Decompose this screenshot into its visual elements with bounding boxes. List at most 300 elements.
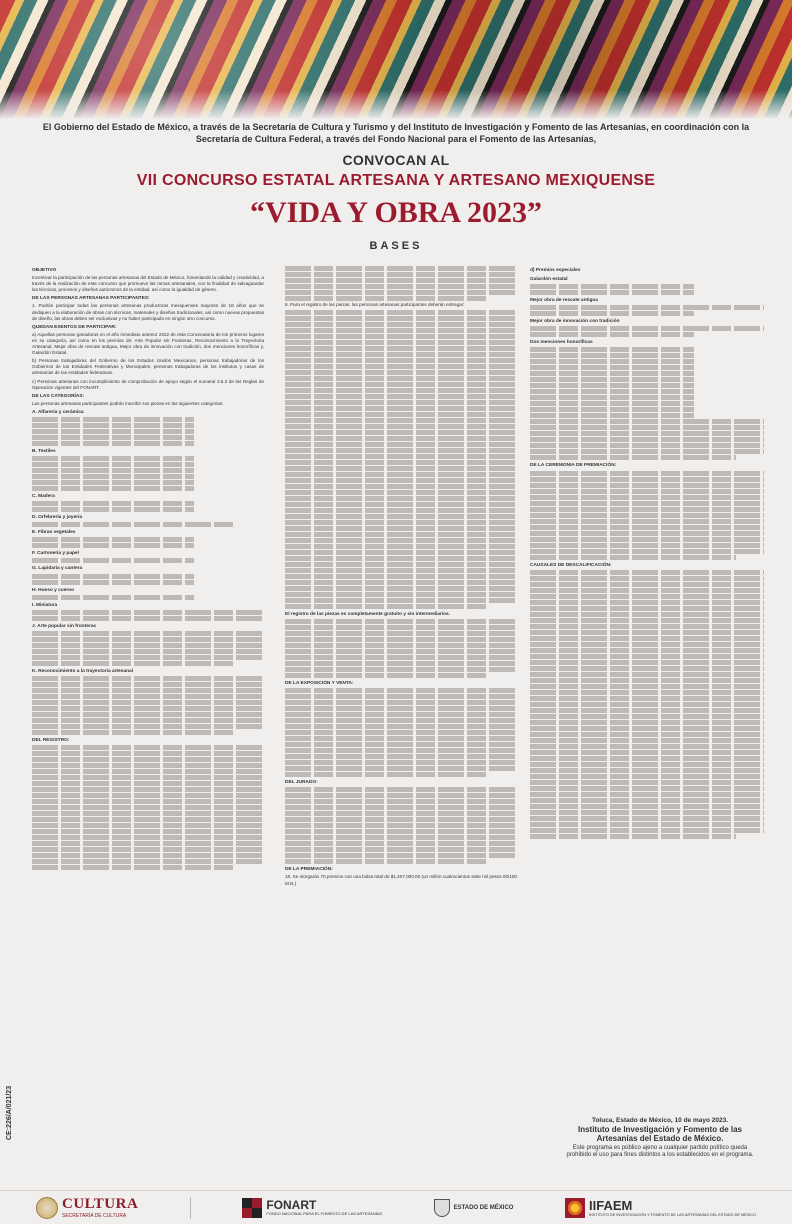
text-line xyxy=(530,371,694,376)
text-line xyxy=(285,580,517,585)
text-line xyxy=(32,468,194,473)
section-heading: CAUSALES DE DESCALIFICACIÓN: xyxy=(530,562,612,568)
text-line xyxy=(530,549,764,554)
text-line xyxy=(285,667,517,672)
text-line xyxy=(530,702,764,707)
section-heading: DEL REGISTRO: xyxy=(32,737,70,743)
text-line xyxy=(285,604,489,609)
text-line xyxy=(285,598,517,603)
text-line xyxy=(32,480,194,485)
divider xyxy=(190,1197,191,1219)
text-line xyxy=(530,708,764,713)
column-1 xyxy=(32,265,264,1175)
text-line xyxy=(32,435,194,440)
text-line xyxy=(285,556,517,561)
bases-heading: BASES xyxy=(369,240,423,252)
text-line xyxy=(32,616,264,621)
category-heading: H. Hueso y cuerno xyxy=(32,587,75,593)
text-line xyxy=(32,595,194,600)
text-line xyxy=(32,655,264,660)
text-line xyxy=(530,531,764,536)
iifaem-logo xyxy=(565,1198,756,1218)
text-line xyxy=(530,576,764,581)
text-line xyxy=(530,756,764,761)
text-line xyxy=(32,865,236,870)
footer-logos xyxy=(0,1190,792,1224)
text-line xyxy=(32,507,194,512)
document-code: CE:226/A/021/23 xyxy=(6,1085,13,1140)
text-line xyxy=(32,835,264,840)
text-line xyxy=(32,474,194,479)
section-heading: DE LAS CATEGORÍAS: xyxy=(32,393,85,399)
text-line xyxy=(32,558,194,563)
paragraph: a) Aquellas personas ganadoras en el año inmediato anterior 2022 de esta Convocatoria de los primeros lugares en su categoría, así como en los premios de: Arte Popular sin Fronteras, Reconocimiento a la Trayectoria Artesanal, Mejor obra de rescate antigua, Mejor obra de innovación con tradición, dos menciones honoríficas y, Galardón Estatal. xyxy=(32,331,264,356)
text-line xyxy=(285,352,517,357)
text-line xyxy=(530,477,764,482)
text-line xyxy=(32,631,264,636)
text-line xyxy=(285,316,517,321)
text-line xyxy=(530,792,764,797)
section-heading: OBJETIVO xyxy=(32,268,57,273)
text-line xyxy=(32,745,264,750)
text-line xyxy=(285,730,517,735)
text-line xyxy=(530,738,764,743)
prize-heading: Dos menciones honoríficas xyxy=(530,340,593,346)
text-line xyxy=(285,787,517,792)
text-line xyxy=(32,724,264,729)
text-line xyxy=(285,811,517,816)
text-line xyxy=(285,829,517,834)
iifaem-mark-icon xyxy=(565,1198,585,1218)
text-line xyxy=(285,412,517,417)
text-line xyxy=(530,696,764,701)
text-line xyxy=(285,637,517,642)
text-line xyxy=(530,690,764,695)
text-line xyxy=(530,822,764,827)
text-line xyxy=(530,455,736,460)
text-line xyxy=(285,290,517,295)
prize-heading: Mejor obra de rescate antigua xyxy=(530,298,598,304)
page-title: “VIDA Y OBRA 2023” xyxy=(250,196,542,229)
text-line xyxy=(32,649,264,654)
text-line xyxy=(285,694,517,699)
convocan-heading: CONVOCAN AL xyxy=(342,152,450,168)
text-line xyxy=(530,660,764,665)
text-line xyxy=(285,712,517,717)
text-line xyxy=(285,625,517,630)
text-line xyxy=(32,769,264,774)
text-line xyxy=(285,823,517,828)
cultura-logo xyxy=(36,1196,138,1219)
concurso-heading: VII CONCURSO ESTATAL ARTESANA Y ARTESANO MEXIQUENSE xyxy=(136,172,656,189)
text-line xyxy=(285,649,517,654)
text-line xyxy=(285,448,517,453)
text-line xyxy=(530,600,764,605)
signature-block xyxy=(560,1117,760,1159)
text-line xyxy=(530,311,694,316)
text-line xyxy=(530,834,736,839)
text-line xyxy=(530,642,764,647)
text-line xyxy=(32,811,264,816)
text-line xyxy=(285,284,517,289)
text-line xyxy=(32,805,264,810)
text-line xyxy=(285,526,517,531)
fonart-subtitle: FONDO NACIONAL PARA EL FOMENTO DE LAS ARTESANÍAS xyxy=(266,1211,383,1217)
section-heading: DE LA PREMIACIÓN: xyxy=(285,867,333,873)
text-line xyxy=(32,799,264,804)
text-line xyxy=(285,502,517,507)
text-line xyxy=(32,757,264,762)
text-line xyxy=(285,376,517,381)
text-line xyxy=(285,388,517,393)
text-line xyxy=(530,780,764,785)
text-line xyxy=(32,486,194,491)
text-line xyxy=(530,654,764,659)
text-line xyxy=(285,272,517,277)
text-line xyxy=(285,400,517,405)
text-line xyxy=(285,655,517,660)
text-line xyxy=(530,413,694,418)
text-line xyxy=(32,763,264,768)
section-heading: DEL JURADO: xyxy=(285,780,318,786)
text-line xyxy=(285,472,517,477)
text-line xyxy=(285,382,517,387)
text-line xyxy=(32,462,194,467)
text-line xyxy=(285,760,517,765)
text-line xyxy=(32,751,264,756)
text-line xyxy=(285,643,517,648)
text-line xyxy=(285,754,517,759)
text-line xyxy=(32,543,194,548)
text-line xyxy=(530,437,764,442)
text-line xyxy=(285,742,517,747)
text-line xyxy=(530,395,694,400)
text-line xyxy=(530,377,694,382)
text-line xyxy=(285,418,517,423)
text-line xyxy=(285,586,517,591)
category-heading: B. Textiles xyxy=(32,448,56,454)
text-line xyxy=(530,594,764,599)
text-line xyxy=(285,736,517,741)
text-line xyxy=(32,793,264,798)
text-line xyxy=(285,514,517,519)
text-line xyxy=(530,570,764,575)
text-line xyxy=(32,537,194,542)
text-line xyxy=(530,798,764,803)
paragraph: c) Personas artesanas con incumplimiento de comprobación de apoyo según el numeral 3.5.3 de las Reglas de Operación vigentes del FONART. xyxy=(32,378,264,390)
text-line xyxy=(32,730,236,735)
text-line xyxy=(530,501,764,506)
text-line xyxy=(32,787,264,792)
text-line xyxy=(530,678,764,683)
text-line xyxy=(285,853,517,858)
text-line xyxy=(32,817,264,822)
text-line xyxy=(285,538,517,543)
text-line xyxy=(285,490,517,495)
text-line xyxy=(285,631,517,636)
signature-place-date: Toluca, Estado de México, 10 de mayo 2023. xyxy=(591,1117,729,1124)
text-line xyxy=(32,643,264,648)
banner-fade xyxy=(0,90,792,120)
text-line xyxy=(285,700,517,705)
text-line xyxy=(530,513,764,518)
text-line xyxy=(530,816,764,821)
text-line xyxy=(285,661,517,666)
text-line xyxy=(32,417,194,422)
cultura-subtitle: SECRETARÍA DE CULTURA xyxy=(62,1213,127,1219)
text-line xyxy=(530,495,764,500)
section-heading: QUEDAN EXENTOS DE PARTICIPAR: xyxy=(32,324,117,330)
category-heading: D. Orfebrería y joyería xyxy=(32,515,83,521)
text-line xyxy=(530,714,764,719)
paragraph: 18. Se otorgarán 70 premios con una bolsa total de $1,407,000.00 (un millón cuatrocientos siete mil pesos 00/100 M.N.) xyxy=(285,874,517,886)
fonart-logo xyxy=(242,1198,382,1218)
text-line xyxy=(32,574,194,579)
text-line xyxy=(530,365,694,370)
section-heading: DE LA EXPOSICIÓN Y VENTA: xyxy=(285,681,354,687)
text-line xyxy=(285,496,517,501)
text-line xyxy=(285,574,517,579)
category-heading: E. Fibras vegetales xyxy=(32,530,76,536)
text-line xyxy=(32,841,264,846)
text-line xyxy=(32,694,264,699)
text-line xyxy=(32,847,264,852)
text-line xyxy=(530,419,764,424)
text-line xyxy=(32,718,264,723)
text-line xyxy=(285,748,517,753)
text-line xyxy=(530,582,764,587)
text-line xyxy=(530,290,694,295)
text-line xyxy=(530,630,764,635)
text-line xyxy=(32,853,264,858)
text-line xyxy=(285,835,517,840)
text-line xyxy=(530,332,694,337)
text-line xyxy=(32,829,264,834)
text-line xyxy=(32,441,194,446)
text-line xyxy=(530,744,764,749)
text-line xyxy=(32,580,194,585)
text-line xyxy=(530,828,764,833)
column-2 xyxy=(285,265,517,1175)
section-heading: DE LA CEREMONIA DE PREMIACIÓN: xyxy=(530,463,617,469)
text-line xyxy=(530,720,764,725)
text-line xyxy=(530,425,764,430)
text-line xyxy=(285,406,517,411)
text-line xyxy=(285,466,517,471)
text-line xyxy=(285,673,489,678)
text-line xyxy=(530,401,694,406)
text-line xyxy=(530,672,764,677)
text-line xyxy=(530,774,764,779)
text-line xyxy=(530,507,764,512)
paragraph: Las personas artesanas participantes podrán inscribir sus piezas en las siguientes categorías: xyxy=(32,400,224,406)
text-line xyxy=(285,772,489,777)
text-line xyxy=(285,841,517,846)
text-line xyxy=(530,768,764,773)
category-heading: G. Lapidaria y cantera xyxy=(32,566,83,572)
text-line xyxy=(285,322,517,327)
text-line xyxy=(285,442,517,447)
text-line xyxy=(530,543,764,548)
edomex-logo xyxy=(434,1199,514,1217)
text-line xyxy=(530,443,764,448)
text-line xyxy=(285,478,517,483)
text-line xyxy=(285,454,517,459)
text-line xyxy=(530,525,764,530)
text-line xyxy=(530,555,736,560)
text-line xyxy=(285,805,517,810)
prize-heading: Galardón estatal xyxy=(530,277,568,283)
text-line xyxy=(285,340,517,345)
text-line xyxy=(530,431,764,436)
text-line xyxy=(32,610,264,615)
text-line xyxy=(285,724,517,729)
fonart-name: FONART xyxy=(266,1198,317,1213)
text-line xyxy=(530,750,764,755)
text-line xyxy=(285,346,517,351)
text-line xyxy=(530,407,694,412)
fonart-mark-icon xyxy=(242,1198,262,1218)
text-line xyxy=(285,508,517,513)
text-line xyxy=(530,483,764,488)
text-line xyxy=(32,706,264,711)
text-line xyxy=(285,370,517,375)
text-line xyxy=(285,706,517,711)
section-heading: DE LAS PERSONAS ARTESANAS PARTICIPANTES: xyxy=(32,296,150,302)
text-line xyxy=(32,522,236,527)
text-line xyxy=(32,859,264,864)
text-line xyxy=(32,775,264,780)
text-line xyxy=(285,436,517,441)
text-line xyxy=(530,347,694,352)
text-line xyxy=(285,334,517,339)
category-heading: F. Cartonería y papel xyxy=(32,551,79,557)
text-line xyxy=(285,550,517,555)
text-line xyxy=(530,383,694,388)
text-line xyxy=(32,823,264,828)
text-line xyxy=(530,624,764,629)
paragraph: 1. Podrán participar todas las personas artesanas productoras mexiquenses mayores de 18 años que se dediquen a la elaboración de obras con técnicas, materiales y diseños tradicionales, así como nuevas propuestas de diseño, las obras deben ser exclusivas y no haber participado en ningún otro concurso. xyxy=(32,303,264,321)
text-line xyxy=(285,793,517,798)
intro-text: El Gobierno del Estado de México, a través de la Secretaría de Cultura y Turismo y del Instituto de Investigación y Fomento de las Artesanías, en coordinación con la Secretaría de Cultura Federal, a través del Fondo Nacional para el Fomento de las Artesanías, xyxy=(42,122,750,144)
text-line xyxy=(285,817,517,822)
text-line xyxy=(285,766,517,771)
iifaem-name: IIFAEM xyxy=(589,1197,633,1213)
text-line xyxy=(530,786,764,791)
text-line xyxy=(285,328,517,333)
text-line xyxy=(285,484,517,489)
text-line xyxy=(285,394,517,399)
category-heading: C. Madera xyxy=(32,494,55,500)
text-line xyxy=(285,799,517,804)
category-heading: J. Arte popular sin fronteras xyxy=(32,623,97,629)
text-line xyxy=(285,718,517,723)
text-line xyxy=(285,310,517,315)
legal-note: Este programa es público ajeno a cualquier partido político queda prohibido el uso para fines distintos a los establecidos en el programa. xyxy=(566,1145,754,1158)
text-line xyxy=(285,460,517,465)
text-line xyxy=(32,712,264,717)
text-line xyxy=(32,682,264,687)
section-heading: d) Premios especiales xyxy=(530,268,581,273)
text-line xyxy=(285,562,517,567)
text-line xyxy=(285,592,517,597)
text-line xyxy=(285,266,517,271)
text-line xyxy=(530,519,764,524)
objetivo-text: Incentivar la participación de las personas artesanas del Estado de México, fomentando la calidad y creatividad, a través de la realización de este concurso que promueve las ramas artesanales, con la finalidad de salvaguardar las técnicas, procesos y diseños autóctonos de la entidad, así como la igualdad de género. xyxy=(32,275,264,293)
text-line xyxy=(285,430,517,435)
text-line xyxy=(530,810,764,815)
paragraph: b) Personas trabajadoras del Gobierno de los Estados Unidos Mexicanos, personas trabajadoras de los Gobiernos de las Entidades Federativas y Municipales, personas trabajadoras de los institutos y casas de artesanías de las entidades federativas. xyxy=(32,358,264,376)
text-line xyxy=(285,532,517,537)
text-line xyxy=(530,726,764,731)
text-line xyxy=(285,859,489,864)
text-line xyxy=(530,732,764,737)
category-heading: K. Reconocimiento a la trayectoria artesanal xyxy=(32,668,134,674)
text-line xyxy=(32,661,236,666)
text-line xyxy=(530,588,764,593)
text-line xyxy=(530,359,694,364)
category-heading: I. Miniatura xyxy=(32,602,58,608)
text-line xyxy=(530,606,764,611)
edomex-name: ESTADO DE MÉXICO xyxy=(453,1204,514,1211)
text-line xyxy=(530,804,764,809)
text-line xyxy=(32,688,264,693)
signature-institution: Instituto de Investigación y Fomento de las Artesanías del Estado de México. xyxy=(577,1125,743,1143)
text-line xyxy=(32,456,194,461)
text-line xyxy=(285,278,517,283)
text-line xyxy=(32,423,194,428)
cultura-name: CULTURA xyxy=(62,1196,139,1212)
national-seal-icon xyxy=(36,1197,58,1219)
text-line xyxy=(285,619,517,624)
text-line xyxy=(530,449,764,454)
text-line xyxy=(32,501,194,506)
text-line xyxy=(32,676,264,681)
text-line xyxy=(285,358,517,363)
column-3 xyxy=(530,265,764,1175)
text-line xyxy=(530,537,764,542)
state-shield-icon xyxy=(434,1199,450,1217)
text-line xyxy=(530,648,764,653)
text-line xyxy=(530,284,694,289)
text-line xyxy=(530,666,764,671)
category-heading: A. Alfarería y cerámica xyxy=(32,409,84,415)
paragraph: 8. Para el registro de las piezas, las personas artesanas participantes deberán entregar: xyxy=(285,302,465,307)
text-line xyxy=(285,847,517,852)
iifaem-subtitle: INSTITUTO DE INVESTIGACIÓN Y FOMENTO DE LAS ARTESANÍAS DEL ESTADO DE MÉXICO xyxy=(589,1212,756,1217)
text-line xyxy=(530,305,764,310)
text-line xyxy=(285,544,517,549)
text-line xyxy=(32,637,264,642)
text-line xyxy=(285,424,517,429)
text-line xyxy=(32,429,194,434)
text-line xyxy=(530,326,764,331)
text-line xyxy=(285,364,517,369)
text-line xyxy=(530,684,764,689)
text-line xyxy=(285,568,517,573)
text-line xyxy=(530,471,764,476)
text-line xyxy=(285,520,517,525)
text-line xyxy=(530,636,764,641)
text-line xyxy=(530,762,764,767)
text-line xyxy=(285,688,517,693)
text-line xyxy=(530,353,694,358)
text-line xyxy=(530,389,694,394)
text-line xyxy=(32,781,264,786)
text-line xyxy=(285,296,489,301)
text-line xyxy=(530,612,764,617)
section-heading: El registro de las piezas es completamente gratuito y sin intermediarios. xyxy=(285,612,451,618)
